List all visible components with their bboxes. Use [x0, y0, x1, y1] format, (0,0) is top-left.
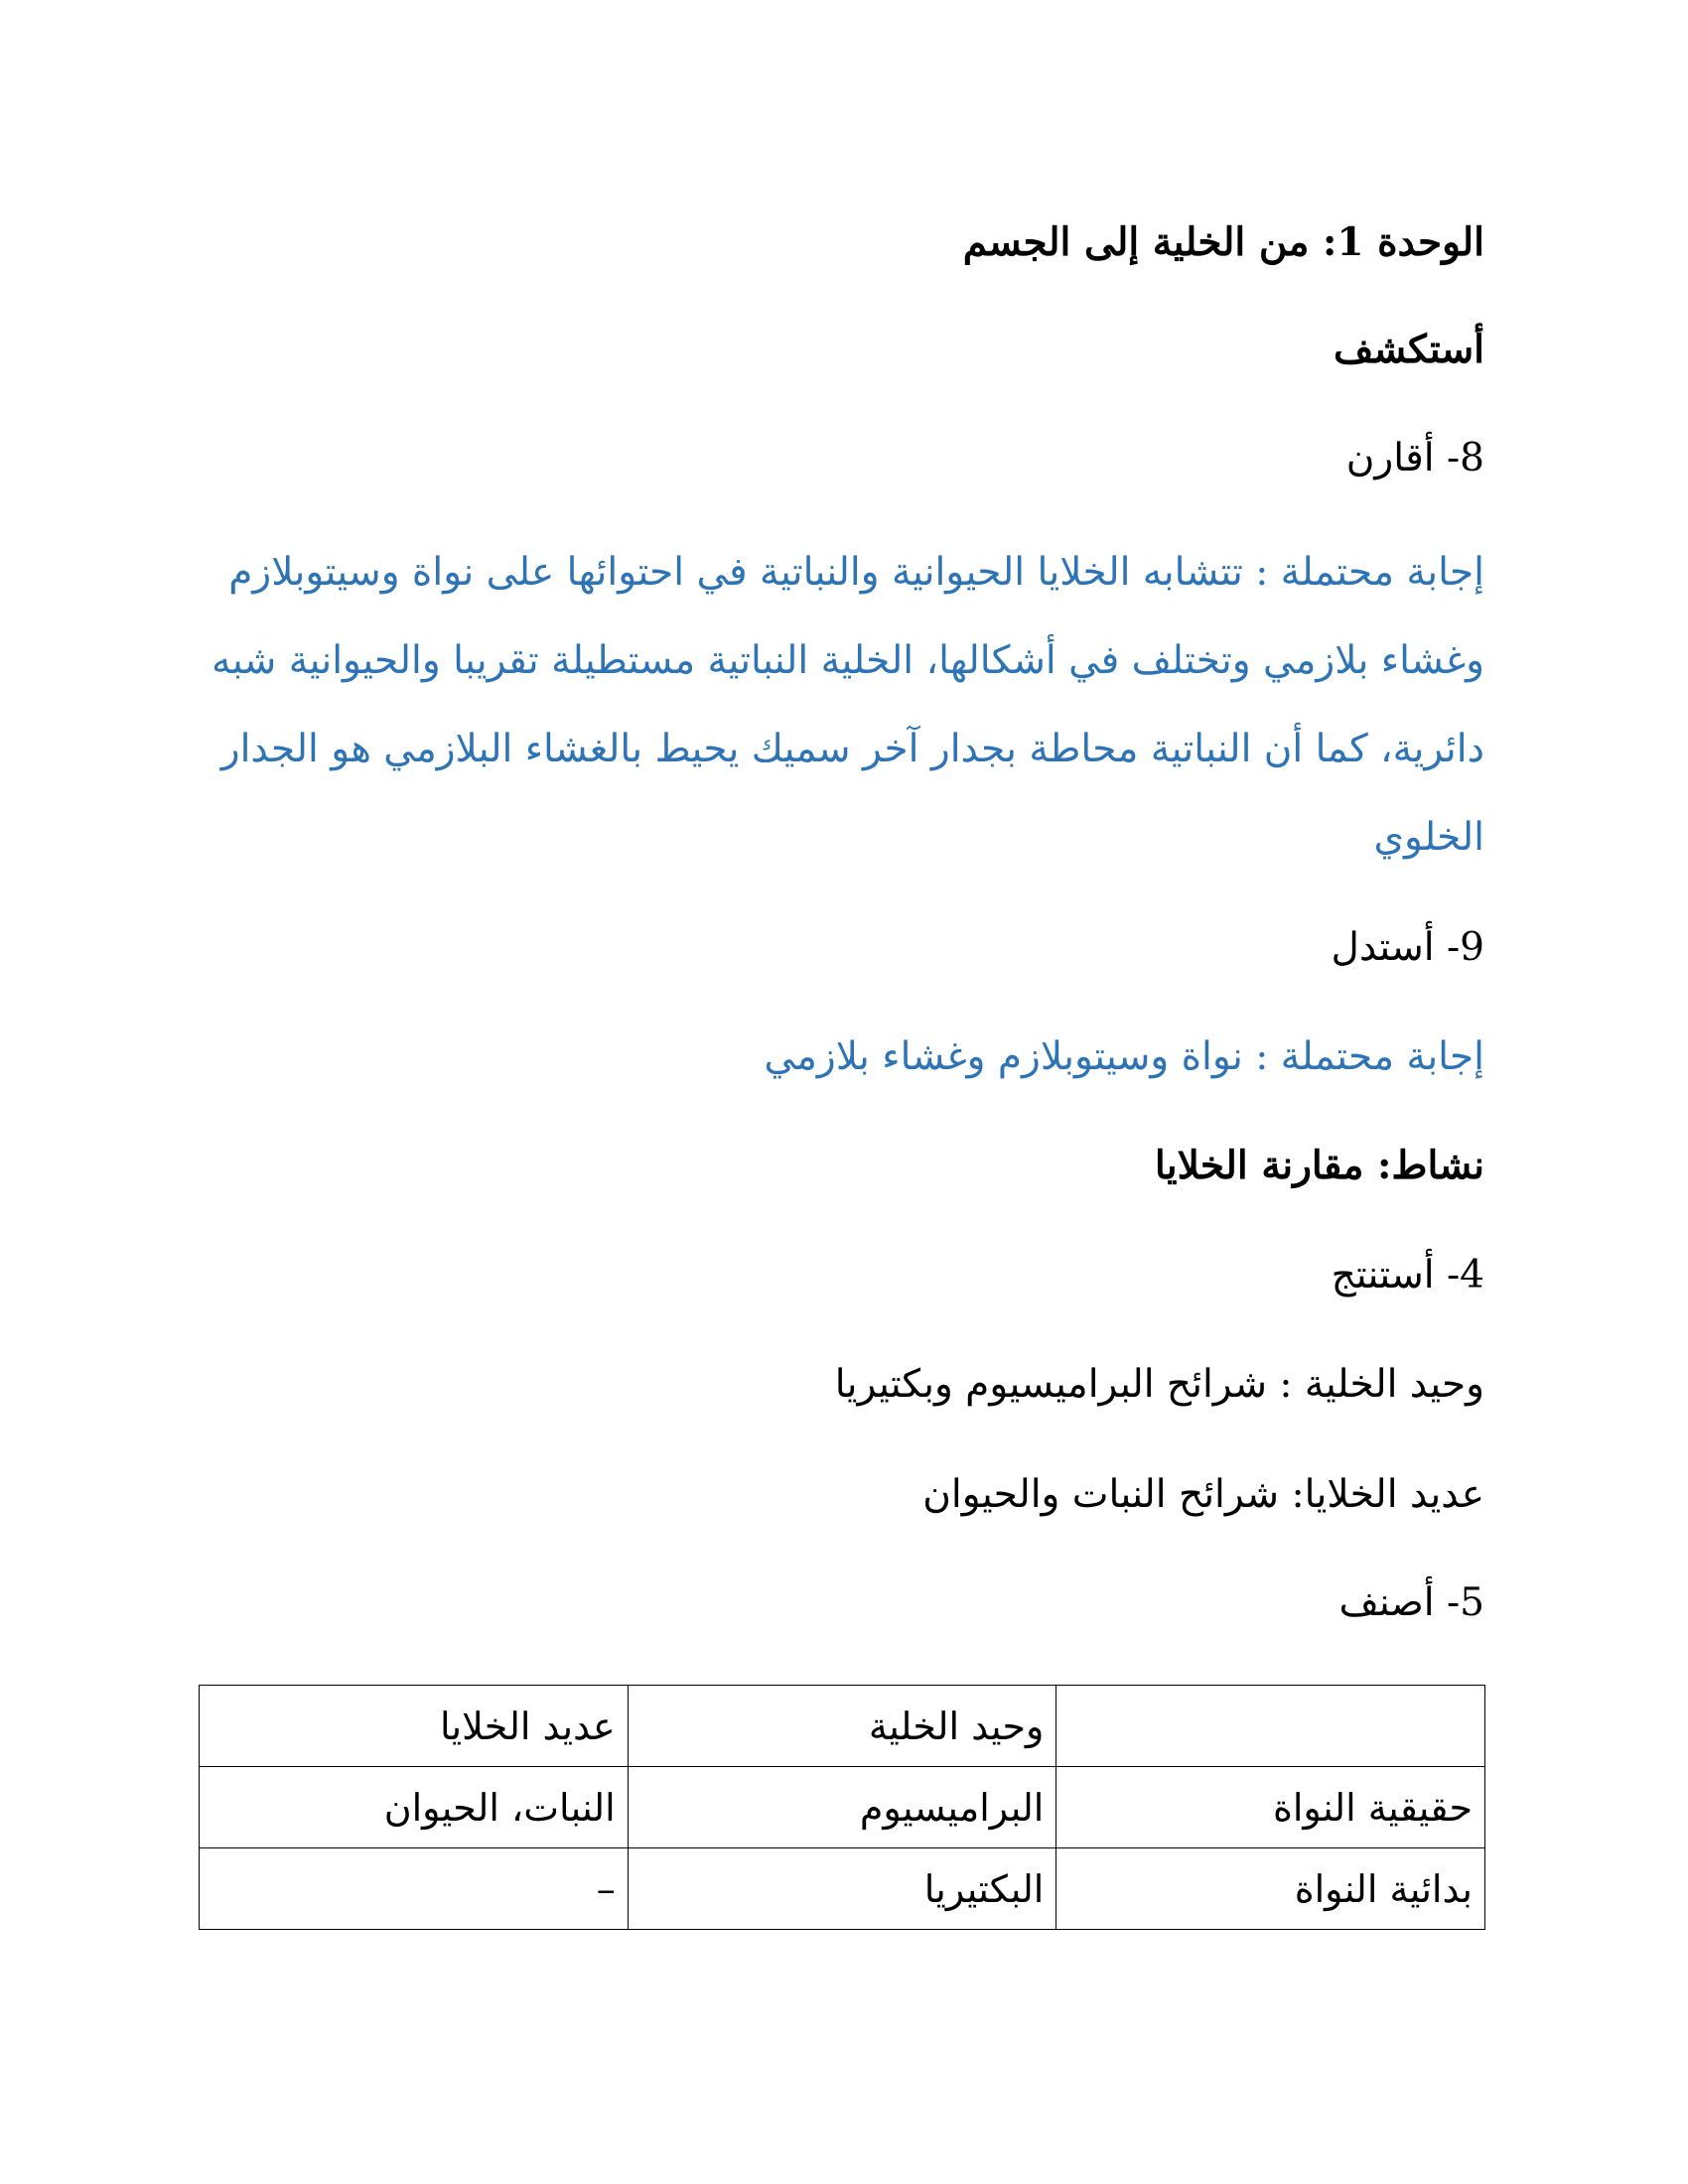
answer-8-line: إجابة محتملة : تتشابه الخلايا الحيوانية والنباتية في احتوائها على نواة وسيتوبلازم: [228, 550, 1484, 595]
multicellular-line: عديد الخلايا: شرائح النبات والحيوان: [922, 1472, 1484, 1517]
table-cell: بدائية النواة: [1056, 1848, 1485, 1930]
question-8-compare: 8- أقارن: [1345, 436, 1484, 480]
answer-8-paragraph: [194, 528, 1484, 882]
question-9-infer: 9- أستدل: [1331, 925, 1484, 970]
unicellular-line: وحيد الخلية : شرائح البراميسيوم وبكتيريا: [834, 1362, 1484, 1407]
question-4-conclude: 4- أستنتج: [1331, 1253, 1484, 1297]
table-cell: وحيد الخلية: [628, 1686, 1056, 1767]
table-header-row: [200, 1686, 1485, 1767]
table-cell: البراميسيوم: [628, 1767, 1056, 1848]
table-cell: النبات، الحيوان: [200, 1767, 629, 1848]
table-cell: –: [200, 1848, 629, 1930]
table-row: [200, 1767, 1485, 1848]
answer-9: إجابة محتملة : نواة وسيتوبلازم وغشاء بلازمي: [764, 1034, 1484, 1079]
unit-title: الوحدة 1: من الخلية إلى الجسم: [962, 219, 1484, 265]
activity-title: نشاط: مقارنة الخلايا: [1154, 1143, 1484, 1188]
section-explore-heading: أستكشف: [1334, 327, 1484, 372]
answer-8-line: الخلوي: [1373, 815, 1484, 860]
table-cell: حقيقية النواة: [1056, 1767, 1485, 1848]
question-5-classify: 5- أصنف: [1338, 1580, 1484, 1625]
classification-table: [199, 1685, 1485, 1930]
table-cell: [1056, 1686, 1485, 1767]
answer-8-line: وغشاء بلازمي وتختلف في أشكالها، الخلية النباتية مستطيلة تقريبا والحيوانية شبه: [211, 638, 1484, 683]
table-cell: البكتيريا: [628, 1848, 1056, 1930]
answer-8-line: دائرية، كما أن النباتية محاطة بجدار آخر سميك يحيط بالغشاء البلازمي هو الجدار: [220, 727, 1484, 771]
table-row: [200, 1848, 1485, 1930]
table-cell: عديد الخلايا: [200, 1686, 629, 1767]
